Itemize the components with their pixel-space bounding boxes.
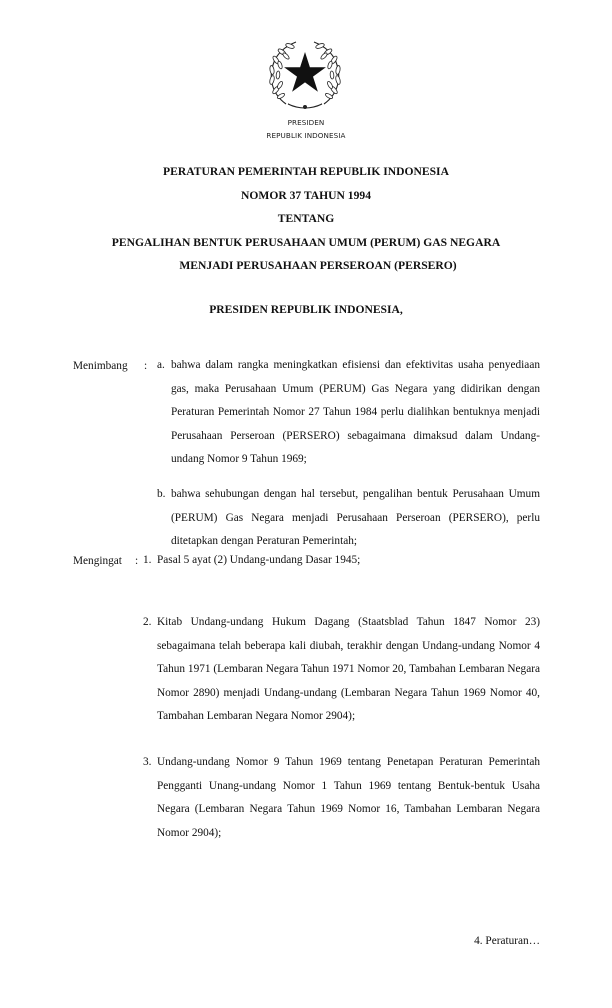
issuer-heading: PRESIDEN REPUBLIK INDONESIA, xyxy=(209,303,403,316)
menimbang-colon: : xyxy=(144,360,148,372)
item-text: bahwa dalam rangka meningkatkan efisiensi dan efektivitas usaha penyediaan gas, maka Perusahaan Umum (PERUM) Gas Negara yang didirikan dengan Peraturan Pemerintah Nomor 27 Tahun 1984 perlu dialihkan bentuknya menjadi Perusahaan Perseroan (PERSERO) sebagaimana dimaksud dalam Undang-undang Nomor 9 Tahun 1969; xyxy=(171,359,540,466)
mengingat-item-3 xyxy=(143,751,540,845)
item-marker: 3. xyxy=(143,756,152,768)
item-text: Undang-undang Nomor 9 Tahun 1969 tentang Penetapan Peraturan Pemerintah Pengganti Unang-undang Nomor 1 Tahun 1969 tentang Bentuk-bentuk Usaha Negara (Lembaran Negara Tahun 1969 Nomor 16, Tambahan Lembaran Negara Nomor 2904); xyxy=(157,756,540,839)
item-text: Pasal 5 ayat (2) Undang-undang Dasar 1945; xyxy=(157,554,361,566)
menimbang-label xyxy=(73,359,148,373)
regulation-title: PERATURAN PEMERINTAH REPUBLIK INDONESIA xyxy=(163,165,449,178)
item-marker: b. xyxy=(157,488,166,500)
regulation-subject-line2: MENJADI PERUSAHAAN PERSEROAN (PERSERO) xyxy=(179,259,457,272)
menimbang-label-text: Menimbang xyxy=(73,360,128,372)
mengingat-item-2 xyxy=(143,611,540,729)
item-marker: 1. xyxy=(143,554,152,566)
regulation-subject-line1: PENGALIHAN BENTUK PERUSAHAAN UMUM (PERUM) GAS NEGARA xyxy=(111,236,501,249)
mengingat-item-1 xyxy=(143,549,540,573)
regulation-about-label: TENTANG xyxy=(277,212,335,225)
menimbang-item-a xyxy=(157,354,540,472)
item-text: bahwa sehubungan dengan hal tersebut, pengalihan bentuk Perusahaan Umum (PERUM) Gas Negara menjadi Perusahaan Perseroan (PERSERO), perlu ditetapkan dengan Peraturan Pemerintah; xyxy=(171,488,540,548)
menimbang-item-b xyxy=(157,483,540,554)
next-page-continuation: 4. Peraturan… xyxy=(474,935,540,947)
mengingat-label xyxy=(73,554,139,568)
mengingat-label-text: Mengingat xyxy=(73,555,122,567)
item-marker: a. xyxy=(157,359,165,371)
office-line-president: PRESIDEN xyxy=(287,118,325,127)
regulation-number: NOMOR 37 TAHUN 1994 xyxy=(241,189,371,202)
mengingat-colon: : xyxy=(135,555,139,567)
garuda-star-emblem-icon xyxy=(264,38,346,114)
item-marker: 2. xyxy=(143,616,152,628)
office-line-republic: REPUBLIK INDONESIA xyxy=(266,131,346,140)
item-text: Kitab Undang-undang Hukum Dagang (Staatsblad Tahun 1847 Nomor 23) sebagaimana telah beberapa kali diubah, terakhir dengan Undang-undang Nomor 4 Tahun 1971 (Lembaran Negara Tahun 1971 Nomor 20, Tambahan Lembaran Negara Nomor 2890) menjadi Undang-undang (Lembaran Negara Tahun 1969 Nomor 40, Tambahan Lembaran Negara Nomor 2904); xyxy=(157,616,540,723)
